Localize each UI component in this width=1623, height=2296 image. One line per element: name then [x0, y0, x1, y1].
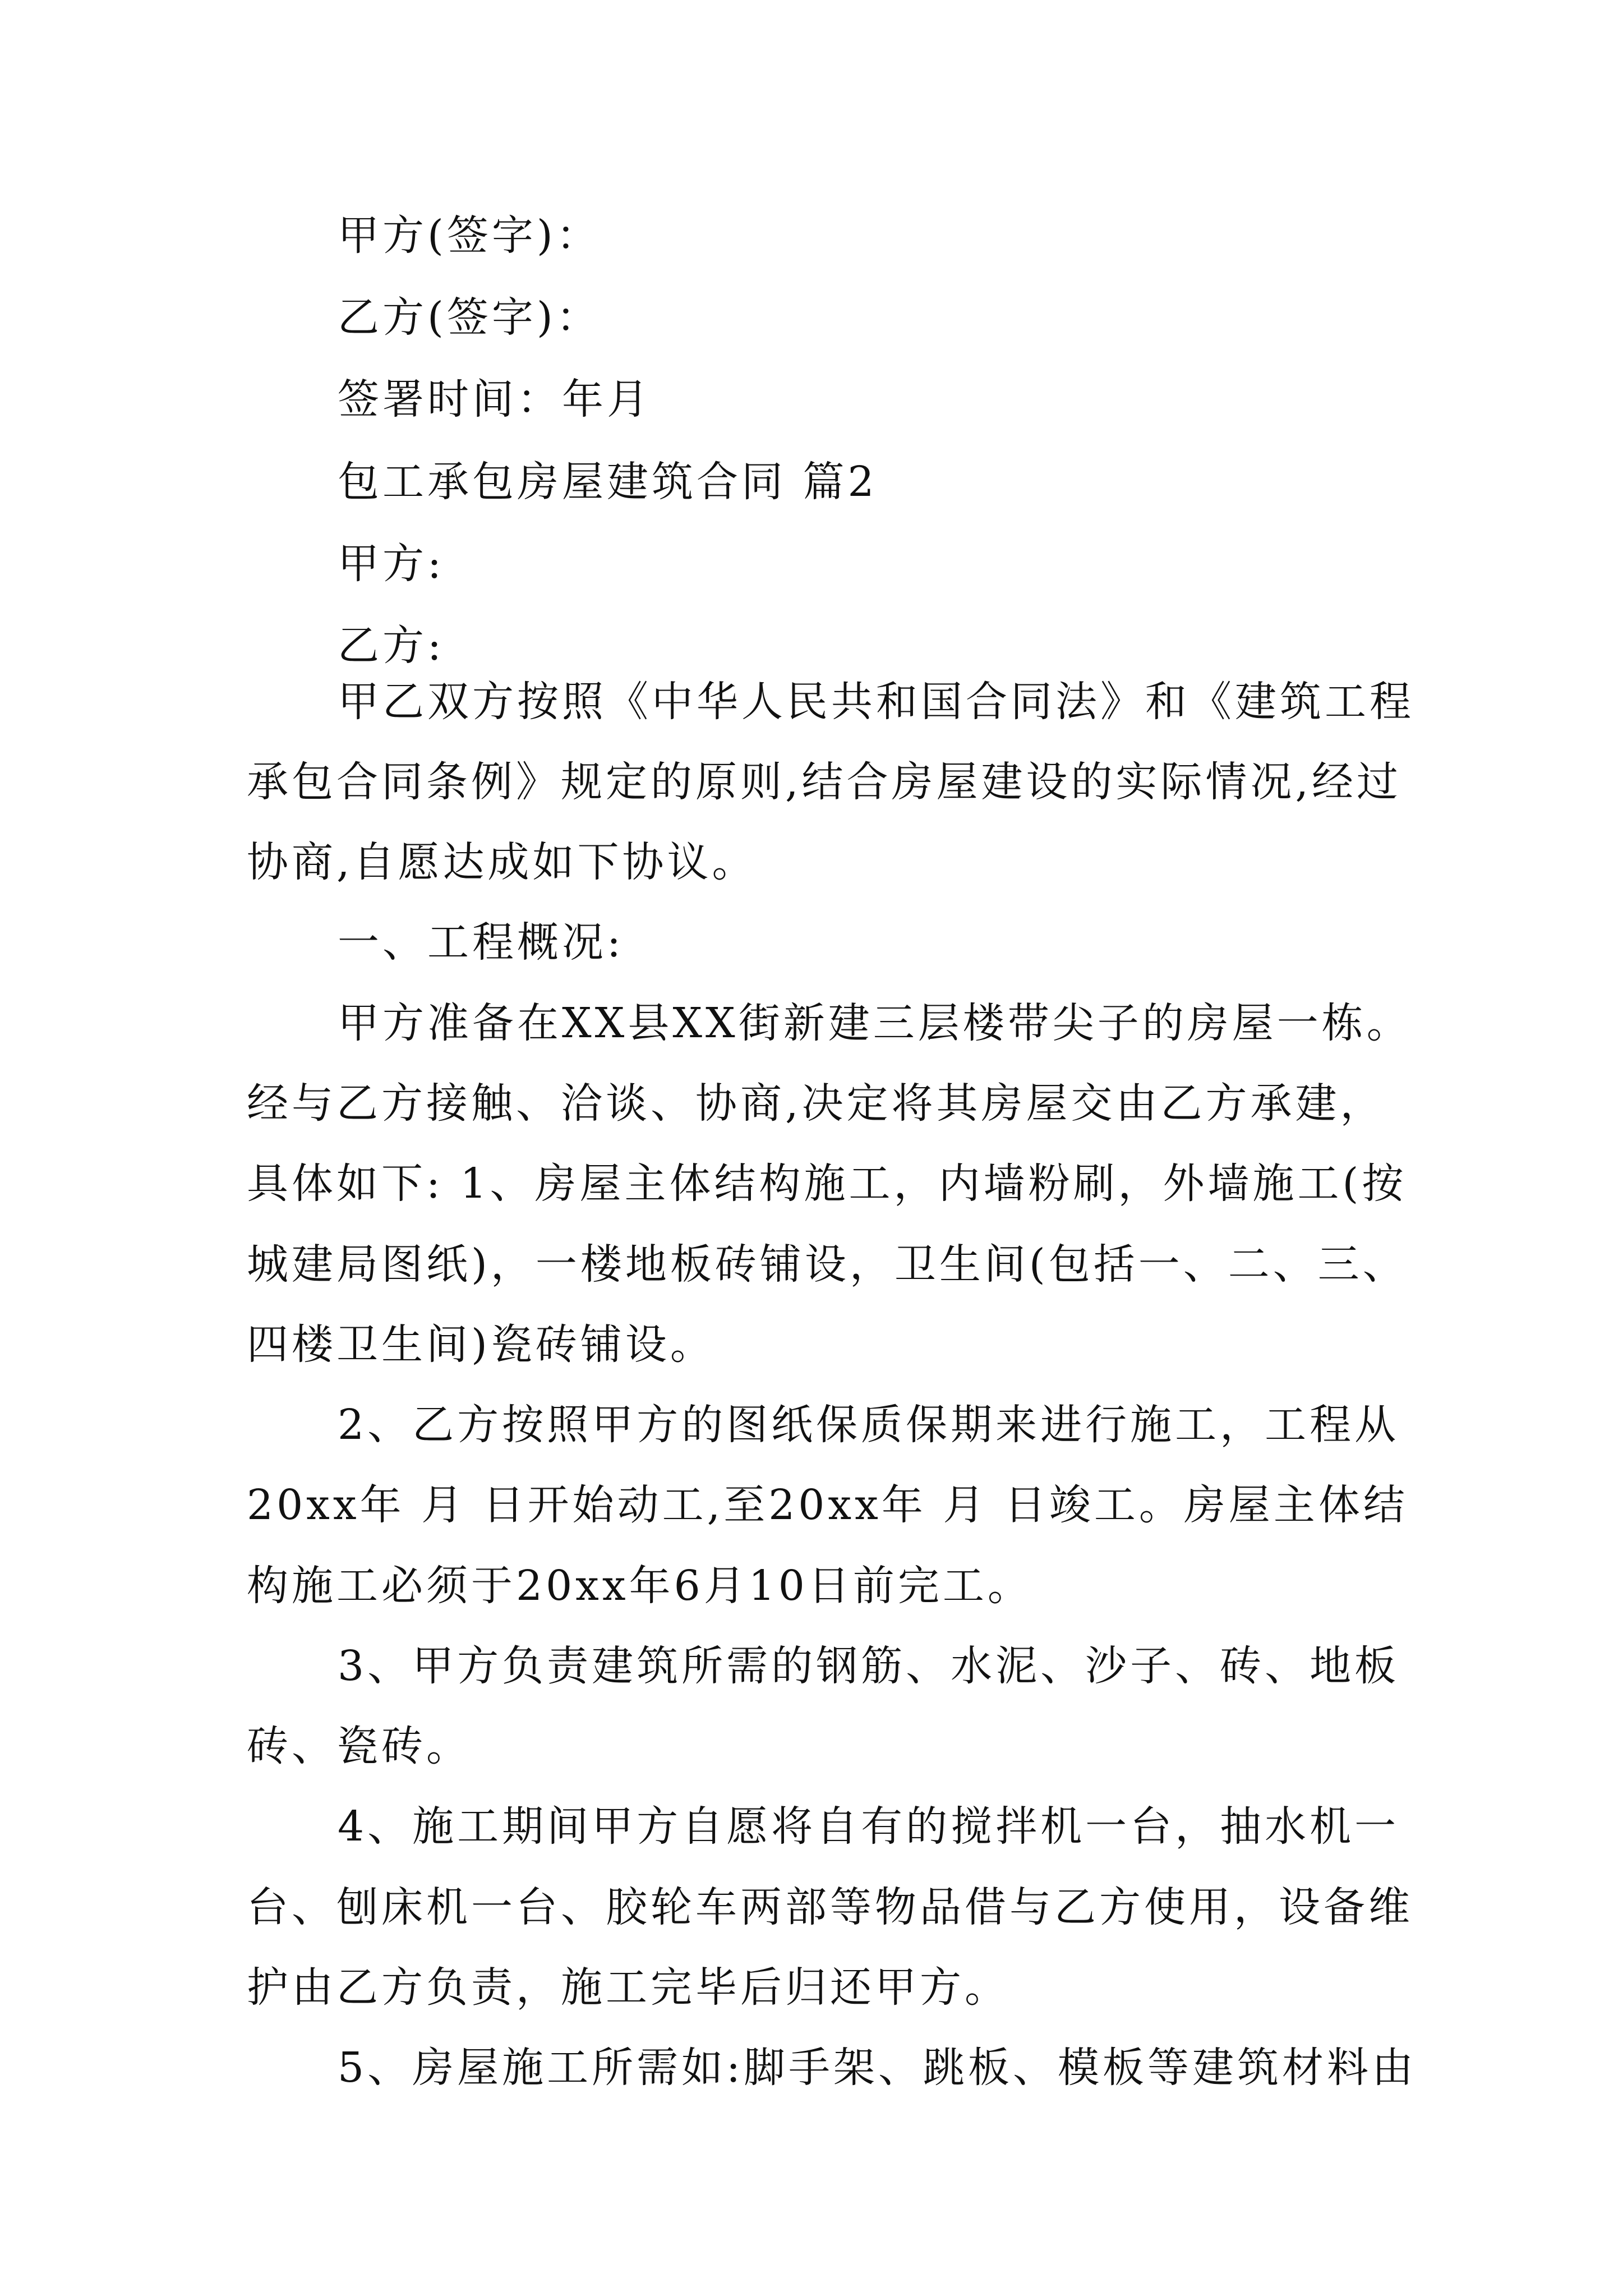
paragraph-line: 城建局图纸)，一楼地板砖铺设，卫生间(包括一、二、三、	[247, 1240, 1408, 1289]
paragraph-line: 甲乙双方按照《中华人民共和国合同法》和《建筑工程	[338, 678, 1414, 726]
heading-line: 一、工程概况:	[338, 918, 624, 967]
party-b-line: 乙方:	[338, 622, 445, 670]
signature-line-party-b: 乙方(签字)：	[338, 293, 601, 342]
paragraph-line: 护由乙方负责，施工完毕后归还甲方。	[247, 1963, 1009, 2012]
paragraph-line: 承包合同条例》规定的原则,结合房屋建设的实际情况,经过	[247, 758, 1402, 806]
paragraph-line: 协商,自愿达成如下协议。	[247, 838, 757, 886]
section-title: 包工承包房屋建筑合同 篇2	[338, 458, 878, 506]
paragraph-line: 具体如下: 1、房屋主体结构施工，内墙粉刷，外墙施工(按	[247, 1159, 1407, 1208]
paragraph-line: 3、甲方负责建筑所需的钢筋、水泥、沙子、砖、地板	[338, 1642, 1400, 1690]
signature-line-party-a: 甲方(签字)：	[338, 211, 601, 260]
paragraph-line: 经与乙方接触、洽谈、协商,决定将其房屋交由乙方承建，	[247, 1079, 1385, 1128]
paragraph-line: 20xx年 月 日开始动工,至20xx年 月 日竣工。房屋主体结	[247, 1481, 1408, 1529]
signing-date-line: 签署时间：年月	[338, 375, 652, 424]
paragraph-line: 构施工必须于20xx年6月10日前完工。	[247, 1562, 1032, 1610]
paragraph-line: 5、房屋施工所需如:脚手架、跳板、模板等建筑材料由	[338, 2044, 1417, 2092]
paragraph-line: 甲方准备在XX县XX街新建三层楼带尖子的房屋一栋。	[338, 999, 1412, 1047]
party-a-line: 甲方:	[338, 540, 445, 588]
paragraph-line: 2、乙方按照甲方的图纸保质保期来进行施工，工程从	[338, 1401, 1400, 1449]
paragraph-line: 4、施工期间甲方自愿将自有的搅拌机一台，抽水机一	[338, 1802, 1400, 1851]
paragraph-line: 四楼卫生间)瓷砖铺设。	[247, 1320, 715, 1369]
paragraph-line: 台、刨床机一台、胶轮车两部等物品借与乙方使用，设备维	[247, 1883, 1413, 1931]
paragraph-line: 砖、瓷砖。	[247, 1722, 471, 1770]
